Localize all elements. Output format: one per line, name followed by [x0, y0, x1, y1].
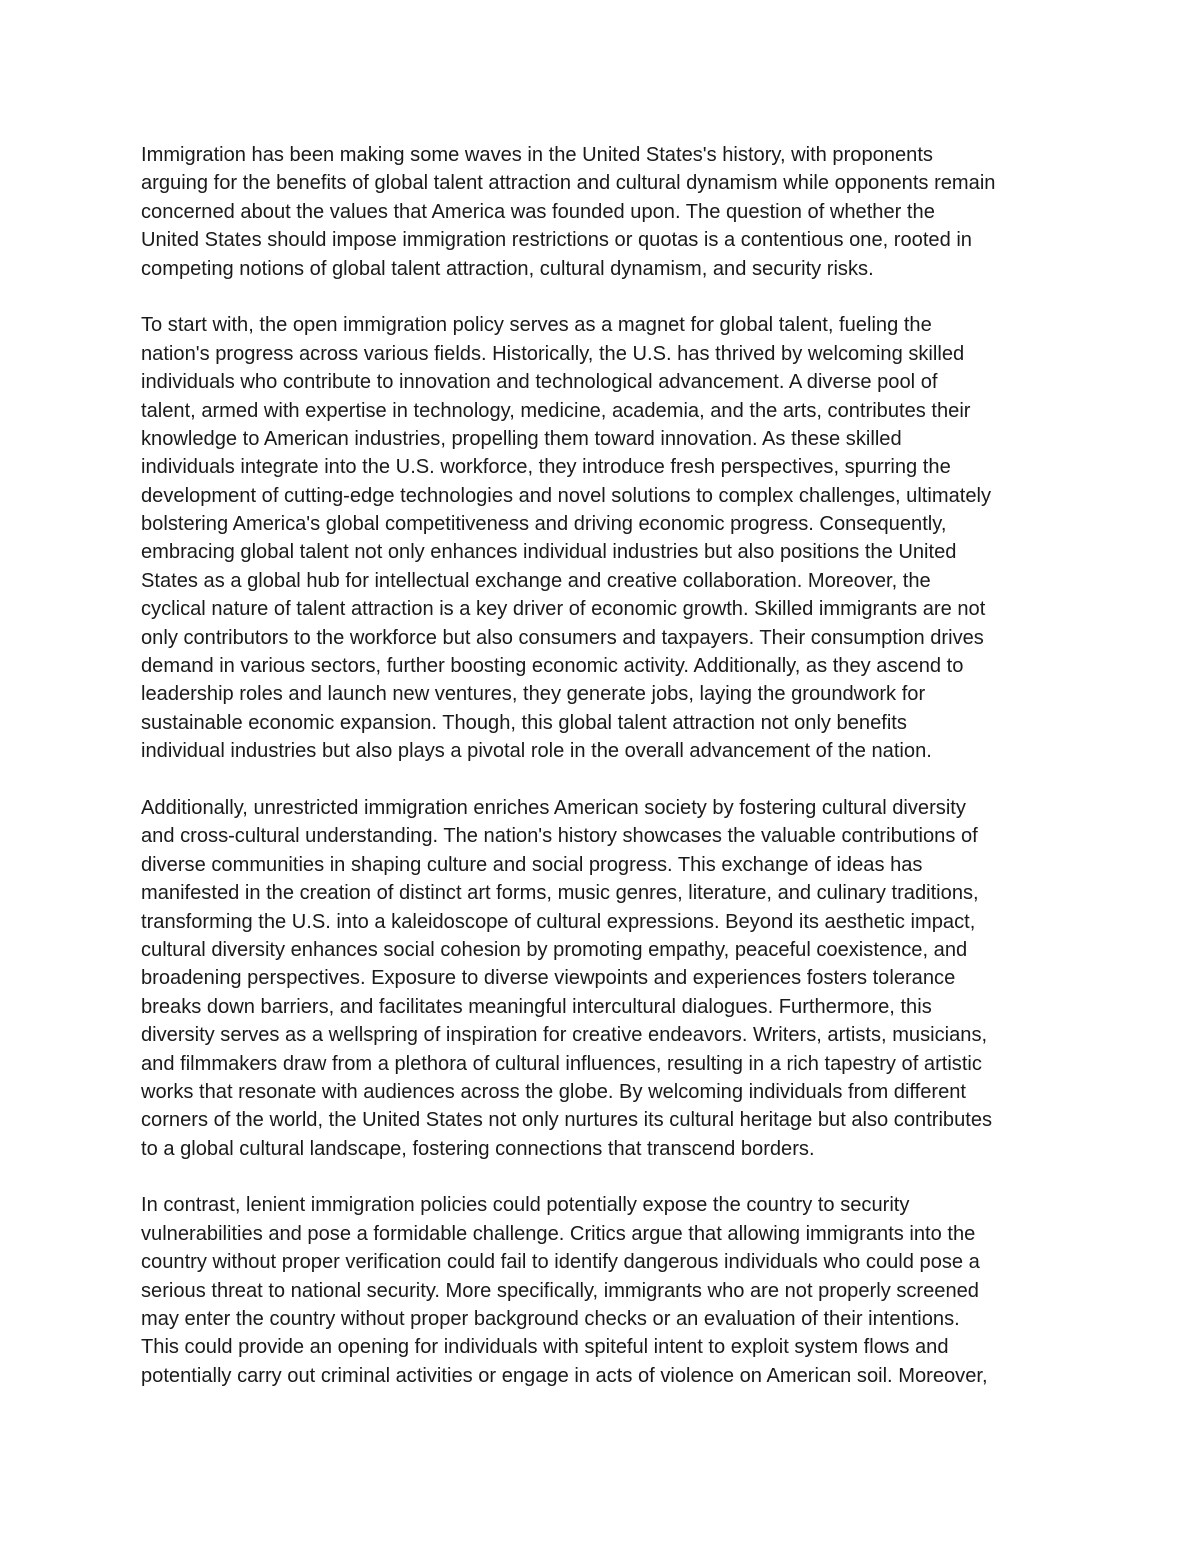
text-line: concerned about the values that America was founded upon. The question of whether the [141, 200, 935, 223]
text-line: country without proper verification could fail to identify dangerous individuals who could pose a [141, 1251, 980, 1274]
text-line: vulnerabilities and pose a formidable challenge. Critics argue that allowing immigrants into the [141, 1222, 976, 1245]
text-line: broadening perspectives. Exposure to diverse viewpoints and experiences fosters tolerance [141, 967, 956, 990]
text-line: individuals who contribute to innovation and technological advancement. A diverse pool of [141, 371, 938, 394]
text-line: diversity serves as a wellspring of inspiration for creative endeavors. Writers, artists, musicians, [141, 1024, 988, 1047]
text-line: embracing global talent not only enhances individual industries but also positions the United [141, 541, 957, 564]
text-line: cyclical nature of talent attraction is a key driver of economic growth. Skilled immigrants are not [141, 598, 986, 621]
text-line: talent, armed with expertise in technology, medicine, academia, and the arts, contributes their [141, 399, 971, 422]
text-line: nation's progress across various fields. Historically, the U.S. has thrived by welcoming skilled [141, 342, 965, 365]
text-line: This could provide an opening for individuals with spiteful intent to exploit system flows and [141, 1336, 949, 1359]
text-line: leadership roles and launch new ventures, they generate jobs, laying the groundwork for [141, 683, 926, 706]
text-line: sustainable economic expansion. Though, this global talent attraction not only benefits [141, 711, 907, 734]
text-line: and filmmakers draw from a plethora of cultural influences, resulting in a rich tapestry of artistic [141, 1052, 982, 1075]
text-line: United States should impose immigration restrictions or quotas is a contentious one, rooted in [141, 229, 972, 252]
document-body [141, 141, 1071, 1390]
text-line: only contributors to the workforce but also consumers and taxpayers. Their consumption drives [141, 626, 984, 649]
paragraph-spacer [141, 766, 1071, 794]
text-line: arguing for the benefits of global talent attraction and cultural dynamism while opponents remain [141, 172, 996, 195]
text-line: demand in various sectors, further boosting economic activity. Additionally, as they ascend to [141, 655, 964, 678]
text-line: individual industries but also plays a pivotal role in the overall advancement of the nation. [141, 740, 932, 763]
text-line: States as a global hub for intellectual exchange and creative collaboration. Moreover, the [141, 569, 931, 592]
paragraph-global-talent [141, 311, 1071, 765]
text-line: Immigration has been making some waves in the United States's history, with proponents [141, 144, 933, 166]
paragraph-intro [141, 141, 1071, 283]
paragraph-spacer [141, 283, 1071, 311]
paragraph-security-risks [141, 1191, 1071, 1390]
text-line: bolstering America's global competitiveness and driving economic progress. Consequently, [141, 513, 947, 536]
text-line: potentially carry out criminal activities or engage in acts of violence on American soil. Moreover, [141, 1364, 988, 1387]
text-line: corners of the world, the United States not only nurtures its cultural heritage but also contributes [141, 1109, 993, 1132]
text-line: competing notions of global talent attraction, cultural dynamism, and security risks. [141, 257, 874, 280]
text-line: may enter the country without proper background checks or an evaluation of their intentions. [141, 1308, 960, 1331]
text-line: To start with, the open immigration policy serves as a magnet for global talent, fueling the [141, 314, 932, 337]
text-line: development of cutting-edge technologies and novel solutions to complex challenges, ultimately [141, 484, 992, 507]
paragraph-cultural-diversity [141, 794, 1071, 1163]
text-line: Additionally, unrestricted immigration enriches American society by fostering cultural diversity [141, 796, 966, 819]
text-line: cultural diversity enhances social cohesion by promoting empathy, peaceful coexistence, and [141, 938, 968, 961]
text-line: to a global cultural landscape, fostering connections that transcend borders. [141, 1137, 815, 1160]
text-line: In contrast, lenient immigration policies could potentially expose the country to security [141, 1194, 910, 1217]
text-line: individuals integrate into the U.S. workforce, they introduce fresh perspectives, spurring the [141, 456, 951, 479]
text-line: breaks down barriers, and facilitates meaningful intercultural dialogues. Furthermore, this [141, 995, 932, 1018]
text-line: knowledge to American industries, propelling them toward innovation. As these skilled [141, 427, 902, 450]
text-line: transforming the U.S. into a kaleidoscope of cultural expressions. Beyond its aesthetic impact, [141, 910, 976, 933]
text-line: and cross-cultural understanding. The nation's history showcases the valuable contributions of [141, 825, 978, 848]
text-line: manifested in the creation of distinct art forms, music genres, literature, and culinary traditions, [141, 882, 979, 905]
text-line: serious threat to national security. More specifically, immigrants who are not properly screened [141, 1279, 979, 1302]
text-line: works that resonate with audiences across the globe. By welcoming individuals from different [141, 1080, 967, 1103]
paragraph-spacer [141, 1163, 1071, 1191]
text-line: diverse communities in shaping culture and social progress. This exchange of ideas has [141, 853, 923, 876]
